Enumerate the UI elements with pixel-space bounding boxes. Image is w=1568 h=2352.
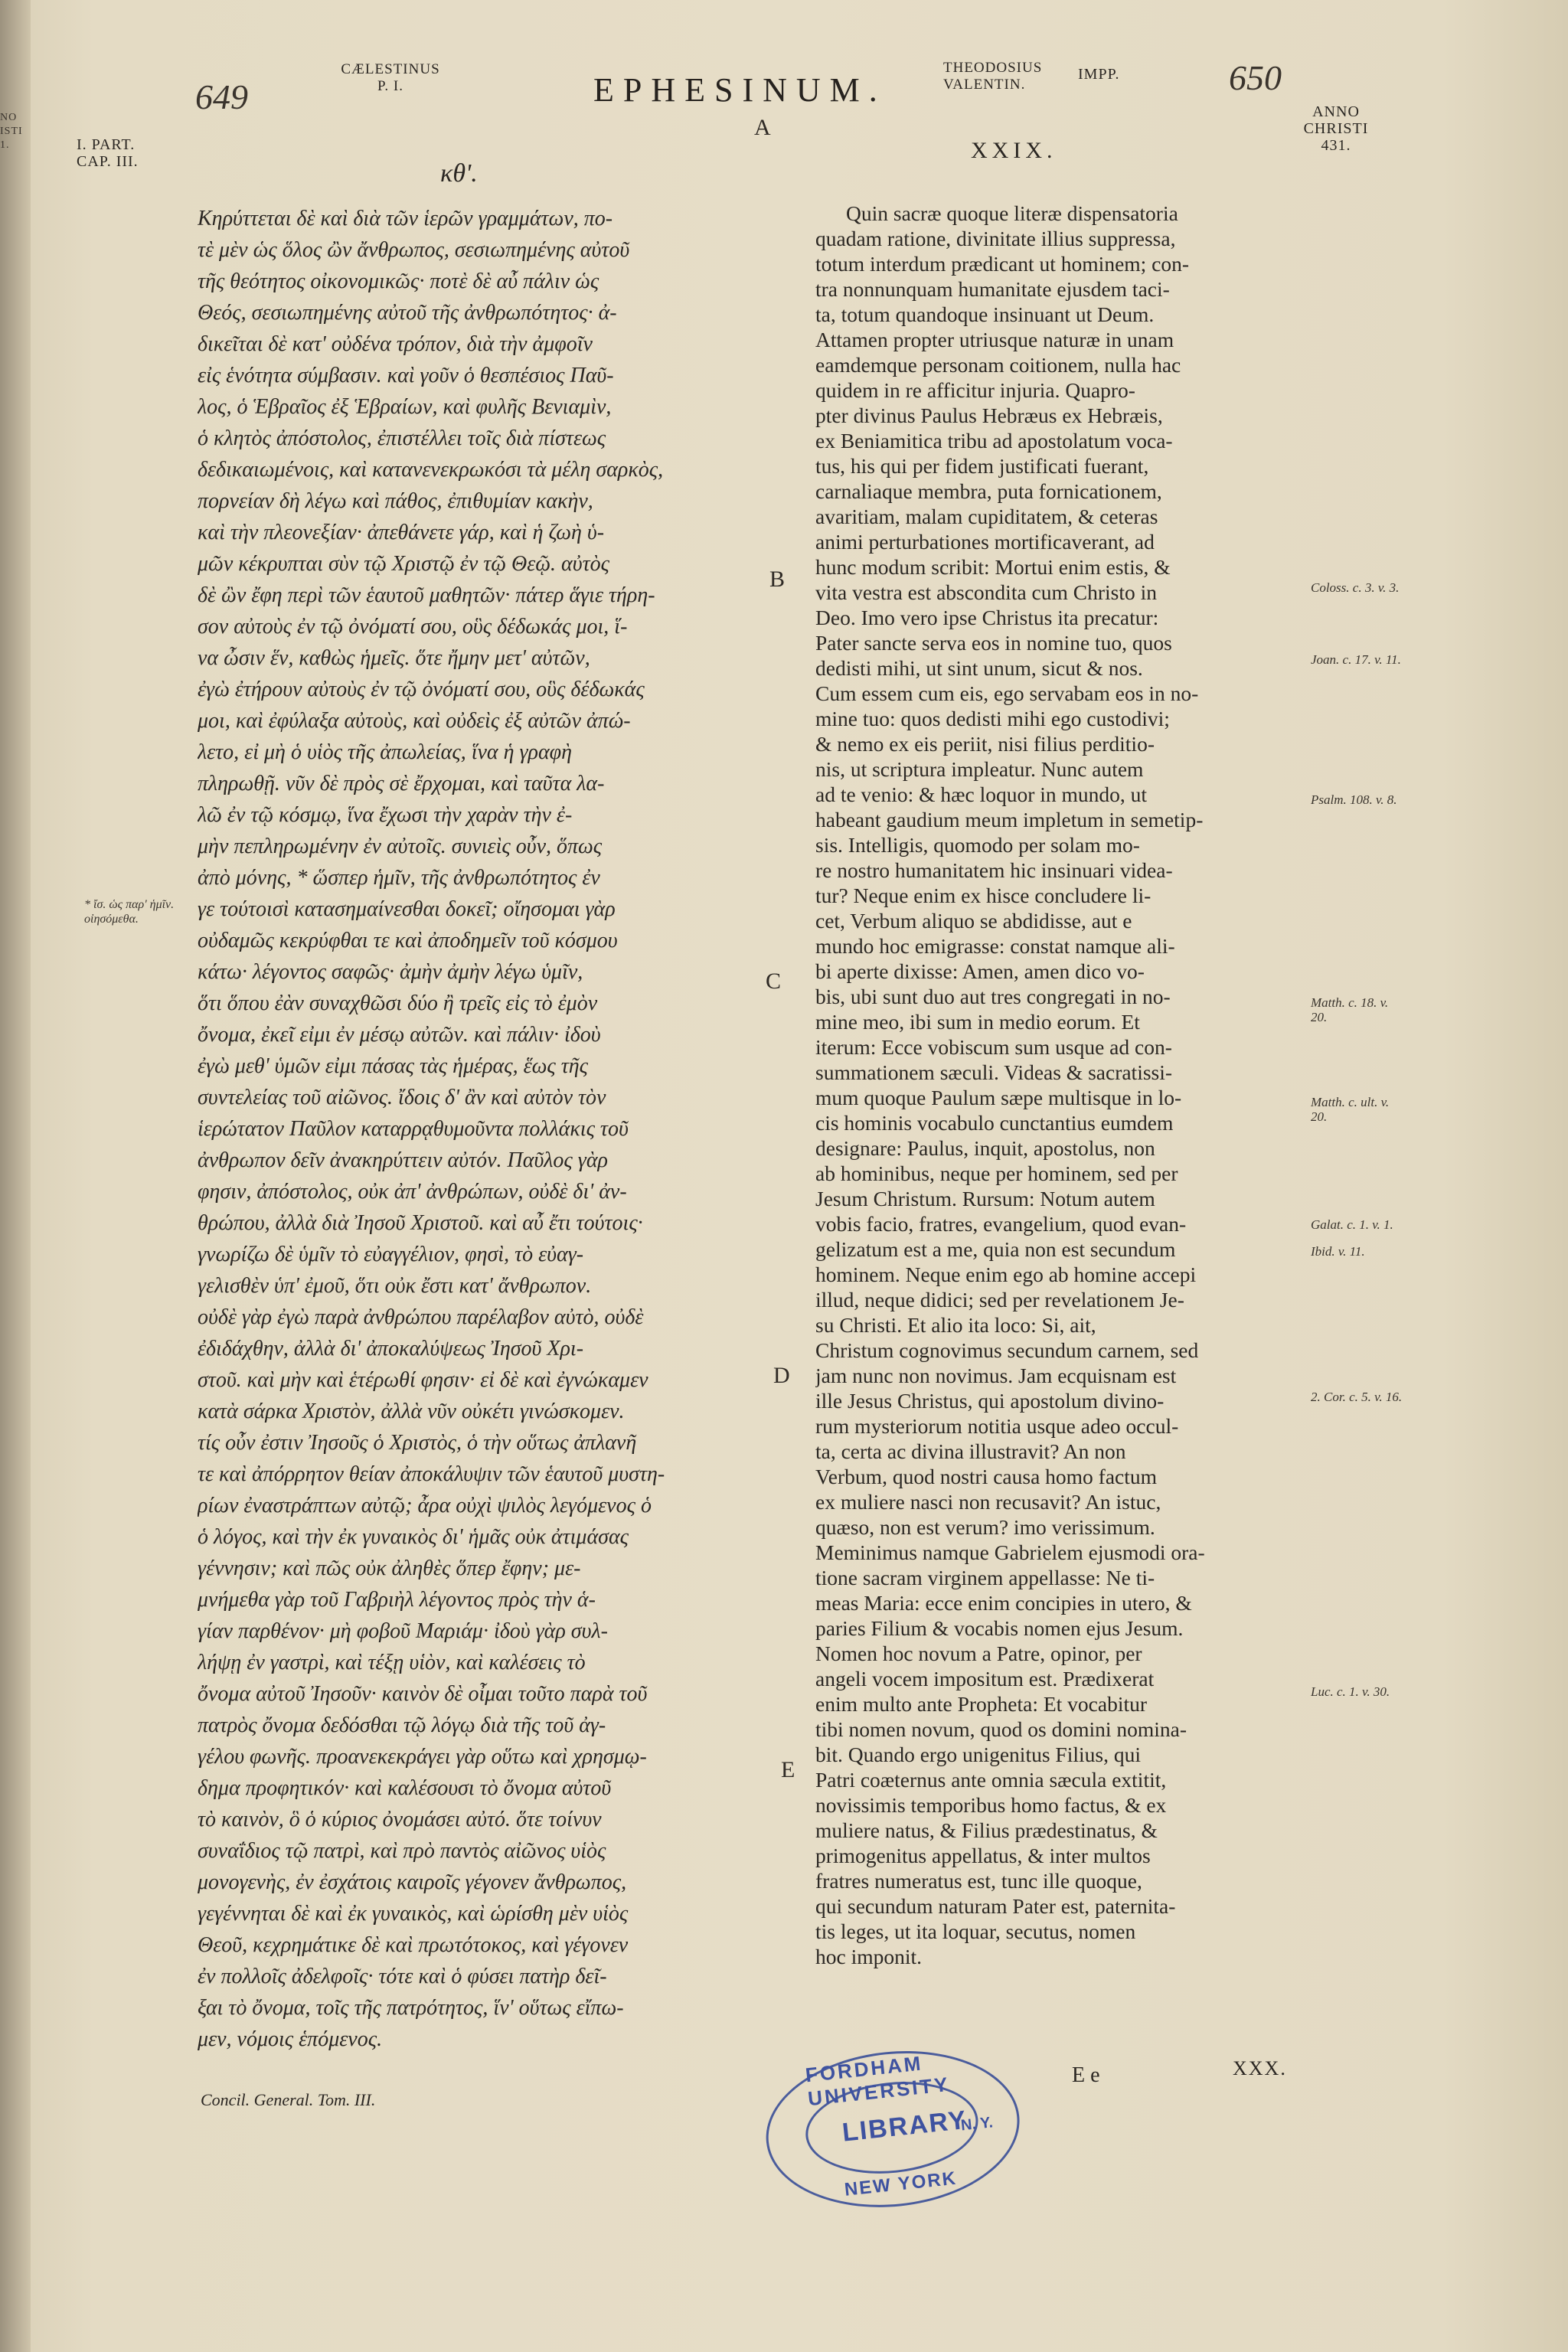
- latin-text-line: ad te venio: & hæc loquor in mundo, ut: [815, 782, 1148, 806]
- edge-sidenote: [0, 111, 21, 152]
- greek-text-line: πληρωθῇ. νῦν δὲ πρὸς σὲ ἔρχομαι, καὶ ταῦτα λα-: [198, 772, 605, 795]
- greek-text-line: ἀνθρωπον δεῖν ἀνακηρύττειν αὐτόν. Παῦλος γὰρ: [198, 1148, 608, 1172]
- latin-text-line: jam nunc non novimus. Jam ecquisnam est: [815, 1364, 1177, 1387]
- greek-text-line: δικεῖται δὲ κατ' οὐδένα τρόπον, διὰ τὴν ἀμφοῖν: [198, 332, 593, 356]
- greek-text-line: ὁ λόγος, καὶ τὴν ἐκ γυναικὸς δι' ἡμᾶς οὐκ ἀτιμάσας: [198, 1525, 629, 1549]
- latin-text-line: Pater sancte serva eos in nomine tuo, quos: [815, 631, 1172, 655]
- latin-text-line: iterum: Ecce vobiscum sum usque ad con-: [815, 1035, 1172, 1059]
- edge-line: NO: [0, 112, 18, 123]
- latin-text-line: hoc imponit.: [815, 1945, 923, 1968]
- greek-text-line: γελισθὲν ὑπ' ἐμοῦ, ὅτι οὐκ ἔστι κατ' ἄνθρωπον.: [198, 1274, 592, 1298]
- library-stamp: [758, 2039, 1025, 2217]
- emperor-line: VALENTIN.: [943, 77, 1026, 93]
- pope-line: P. I.: [377, 78, 404, 94]
- latin-text-line: su Christi. Et alio ita loco: Si, ait,: [815, 1313, 1096, 1337]
- margin-reference: Coloss. c. 3. v. 3.: [1311, 580, 1400, 595]
- latin-text-line: fratres numeratus est, tunc ille quoque,: [815, 1869, 1142, 1893]
- margin-reference: Matth. c. ult. v. 20.: [1311, 1095, 1390, 1124]
- section-marker-e: E: [781, 1757, 795, 1782]
- greek-text-line: πατρὸς ὄνομα δεδόσθαι τῷ λόγῳ διὰ τῆς τοῦ ἀγ-: [198, 1713, 606, 1737]
- latin-text-line: meas Maria: ecce enim concipies in utero, &: [815, 1591, 1192, 1615]
- greek-text-line: λήψῃ ἐν γαστρὶ, καὶ τέξῃ υἱὸν, καὶ καλέσεις τὸ: [198, 1651, 586, 1674]
- greek-text-line: τὲ μὲν ὡς ὅλος ὢν ἄνθρωπος, σεσιωπημένης αὐτοῦ: [198, 238, 630, 262]
- latin-text-line: designare: Paulus, inquit, apostolus, non: [815, 1136, 1155, 1160]
- greek-text-line: δὲ ὢν ἔφη περὶ τῶν ἑαυτοῦ μαθητῶν· πάτερ ἅγιε τήρη-: [198, 583, 655, 607]
- greek-text-line: μεν, νόμοις ἑπόμενος.: [198, 2027, 383, 2051]
- greek-text-line: τῆς θεότητος οἰκονομικῶς· ποτὲ δὲ αὖ πάλιν ὡς: [198, 270, 599, 293]
- latin-text-line: bi aperte dixisse: Amen, amen dico vo-: [815, 959, 1145, 983]
- edge-line: 1.: [0, 139, 10, 151]
- greek-text-line: ἐν πολλοῖς ἀδελφοῖς· τότε καὶ ὁ φύσει πατὴρ δεῖ-: [198, 1965, 607, 1988]
- latin-text-line: Meminimus namque Gabrielem ejusmodi ora-: [815, 1540, 1205, 1564]
- greek-text-line: οὐδὲ γὰρ ἐγὼ παρὰ ἀνθρώπου παρέλαβον αὐτὸ, οὐδὲ: [198, 1305, 644, 1329]
- latin-text-line: hunc modum scribit: Mortui enim estis, &: [815, 555, 1171, 579]
- latin-text-line: primogenitus appellatus, & inter multos: [815, 1844, 1151, 1867]
- latin-text-line: vita vestra est abscondita cum Christo in: [815, 580, 1158, 604]
- greek-text-line: Θεός, σεσιωπημένης αὐτοῦ τῆς ἀνθρωπότητος· ἀ-: [198, 301, 617, 325]
- latin-text-line: Patri coæternus ante omnia sæcula extitit,: [815, 1768, 1167, 1792]
- signature-mark: E e: [1072, 2063, 1100, 2087]
- latin-text-line: Verbum, quod nostri causa homo factum: [815, 1465, 1158, 1488]
- page-title: EPHESINUM.: [593, 71, 887, 109]
- greek-text-line: στοῦ. καὶ μὴν καὶ ἑτέρωθί φησιν· εἰ δὲ καὶ ἐγνώκαμεν: [198, 1368, 648, 1392]
- greek-text-line: εἰς ἑνότητα σύμβασιν. καὶ γοῦν ὁ θεσπέσιος Παῦ-: [198, 364, 614, 387]
- latin-text-line: dedisti mihi, ut sint unum, sicut & nos.: [815, 656, 1143, 680]
- emperor-names: [943, 60, 1073, 93]
- latin-text-line: ta, certa ac divina illustravit? An non: [815, 1439, 1126, 1463]
- latin-text-line: avaritiam, malam cupiditatem, & ceteras: [815, 505, 1158, 528]
- latin-text-line: pter divinus Paulus Hebræus ex Hebræis,: [815, 403, 1163, 427]
- section-marker-b: B: [769, 567, 786, 592]
- latin-text-line: mundo hoc emigrasse: constat namque ali-: [815, 934, 1175, 958]
- greek-text-line: τὸ καινὸν, ὃ ὁ κύριος ὀνομάσει αὐτό. ὅτε τοίνυν: [198, 1808, 602, 1831]
- latin-text-line: Jesum Christum. Rursum: Notum autem: [815, 1187, 1155, 1210]
- latin-text-line: animi perturbationes mortificaverant, ad: [815, 530, 1155, 554]
- latin-text-line: muliere natus, & Filius prædestinatus, &: [815, 1818, 1158, 1842]
- latin-text-line: tus, his qui per fidem justificati fuerant,: [815, 454, 1149, 478]
- latin-text-line: quæso, non est verum? imo verissimum.: [815, 1515, 1155, 1539]
- greek-section-heading: κθ'.: [440, 159, 478, 188]
- greek-text-line: ρίων ἐναστράπτων αὐτῷ; ἆρα οὐχὶ ψιλὸς λεγόμενος ὁ: [198, 1494, 652, 1517]
- section-marker-a: A: [754, 115, 771, 140]
- emperor-line: THEODOSIUS: [943, 60, 1043, 76]
- impp-label: IMPP.: [1078, 66, 1120, 83]
- greek-text-column: [198, 203, 768, 2055]
- greek-text-line: γέλου φωνῆς. προανεκεκράγει γὰρ οὕτω καὶ χρησμῳ-: [198, 1745, 647, 1769]
- greek-text-line: καὶ τὴν πλεονεξίαν· ἀπεθάνετε γάρ, καὶ ἡ ζωὴ ὑ-: [198, 521, 605, 544]
- greek-text-line: συναΐδιος τῷ πατρὶ, καὶ πρὸ παντὸς αἰῶνος υἱὸς: [198, 1839, 606, 1863]
- greek-text-line: λετο, εἰ μὴ ὁ υἱὸς τῆς ἀπωλείας, ἵνα ἡ γραφὴ: [198, 740, 573, 764]
- greek-text-line: να ὦσιν ἕν, καθὼς ἡμεῖς. ὅτε ἤμην μετ' αὐτῶν,: [198, 646, 590, 670]
- greek-text-line: ὅτι ὅπου ἐὰν συναχθῶσι δύο ἢ τρεῖς εἰς τὸ ἐμὸν: [198, 991, 598, 1015]
- latin-text-line: novissimis temporibus homo factus, & ex: [815, 1793, 1167, 1817]
- margin-reference: Luc. c. 1. v. 30.: [1311, 1684, 1390, 1699]
- latin-text-line: totum interdum prædicant ut hominem; con-: [815, 252, 1190, 276]
- latin-text-line: Attamen propter utriusque naturæ in unam: [815, 328, 1174, 351]
- latin-text-line: bis, ubi sunt duo aut tres congregati in no-: [815, 985, 1171, 1008]
- greek-text-line: δεδικαιωμένοις, καὶ κατανενεκρωκόσι τὰ μέλη σαρκὸς,: [198, 458, 664, 482]
- latin-text-line: re nostro humanitatem hic insinuari videa-: [815, 858, 1173, 882]
- greek-text-line: συντελείας τοῦ αἰῶνος. ἴδοις δ' ἂν καὶ αὐτὸν τὸν: [198, 1086, 606, 1109]
- part-chapter-note: [77, 136, 184, 170]
- latin-text-line: angeli vocem impositum est. Prædixerat: [815, 1667, 1155, 1690]
- stamp-state: N. Y.: [959, 2114, 994, 2135]
- latin-text-line: tis leges, ut ita loquar, secutus, nomen: [815, 1919, 1136, 1943]
- latin-text-line: & nemo ex eis periit, nisi filius perditio-: [815, 732, 1155, 756]
- latin-text-line: tur? Neque enim ex hisce concludere li-: [815, 884, 1152, 907]
- edge-line: ISTI: [0, 126, 23, 137]
- page-number-right: 650: [1229, 58, 1282, 97]
- latin-text-line: carnaliaque membra, puta fornicationem,: [815, 479, 1162, 503]
- latin-text-line: ta, totum quandoque insinuant ut Deum.: [815, 302, 1155, 326]
- greek-text-line: μνήμεθα γὰρ τοῦ Γαβριὴλ λέγοντος πρὸς τὴν ἁ-: [198, 1588, 596, 1612]
- latin-text-line: Christum cognovimus secundum carnem, sed: [815, 1338, 1199, 1362]
- greek-text-line: φησιν, ἀπόστολος, οὐκ ἀπ' ἀνθρώπων, οὐδὲ δι' ἀν-: [198, 1180, 627, 1204]
- latin-text-line: tione sacram virginem appellasse: Ne ti-: [815, 1566, 1155, 1589]
- greek-text-line: ὁ κλητὸς ἀπόστολος, ἐπιστέλλει τοῖς διὰ πίστεως: [198, 426, 606, 450]
- page-number-left: 649: [195, 77, 248, 116]
- greek-text-line: ὄνομα, ἐκεῖ εἰμι ἐν μέσῳ αὐτῶν. καὶ πάλιν· ἰδοὺ: [198, 1023, 601, 1047]
- latin-text-line: mine tuo: quos dedisti mihi ego custodivi;: [815, 707, 1170, 730]
- greek-text-line: τε καὶ ἀπόρρητον θείαν ἀποκάλυψιν τῶν ἑαυτοῦ μυστη-: [198, 1462, 665, 1486]
- latin-text-line: Quin sacræ quoque literæ dispensatoria: [846, 201, 1178, 225]
- margin-reference: Ibid. v. 11.: [1311, 1244, 1365, 1259]
- greek-text-line: ἐγὼ μεθ' ὑμῶν εἰμι πάσας τὰς ἡμέρας, ἕως τῆς: [198, 1054, 589, 1078]
- margin-reference: Psalm. 108. v. 8.: [1311, 792, 1397, 807]
- section-marker-c: C: [766, 969, 782, 994]
- latin-text-line: Nomen hoc novum a Patre, opinor, per: [815, 1642, 1142, 1665]
- latin-text-line: cis hominis vocabulo cunctantius eumdem: [815, 1111, 1174, 1135]
- greek-text-line: μονογενὴς, ἐν ἐσχάτοις καιροῖς γέγονεν ἄνθρωπος,: [198, 1870, 627, 1894]
- greek-text-line: πορνείαν δὴ λέγω καὶ πάθος, ἐπιθυμίαν κακὴν,: [198, 489, 593, 513]
- greek-text-line: οὐδαμῶς κεκρύφθαι τε καὶ ἀποδημεῖν τοῦ κόσμου: [198, 929, 618, 952]
- greek-text-line: γεγέννηται δὲ καὶ ἐκ γυναικὸς, καὶ ὡρίσθη μὲν υἱὸς: [198, 1902, 629, 1926]
- greek-text-line: μῶν κέκρυπται σὺν τῷ Χριστῷ ἐν τῷ Θεῷ. αὐτὸς: [198, 552, 609, 576]
- greek-text-line: τίς οὖν ἐστιν Ἰησοῦς ὁ Χριστὸς, ὁ τὴν οὕτως ἀπλανῆ: [198, 1431, 637, 1455]
- greek-text-line: μοι, καὶ ἐφύλαξα αὐτοὺς, καὶ οὐδεὶς ἐξ αὐτῶν ἀπώ-: [198, 709, 631, 733]
- latin-text-line: tra nonnunquam humanitate ejusdem taci-: [815, 277, 1170, 301]
- latin-text-line: hominem. Neque enim ego ab homine accepi: [815, 1263, 1197, 1286]
- christi-label: CHRISTI: [1303, 120, 1369, 137]
- greek-text-line: ἀπὸ μόνης, * ὥσπερ ἡμῖν, τῆς ἀνθρωπότητος ἐν: [198, 866, 600, 890]
- greek-text-line: μὴν πεπληρωμένην ἐν αὐτοῖς. συνιεὶς οὖν, ὅπως: [198, 835, 603, 858]
- greek-text-line: ἱερώτατον Παῦλον καταρρᾳθυμοῦντα πολλάκις τοῦ: [198, 1117, 629, 1141]
- latin-text-line: mine meo, ibi sum in medio eorum. Et: [815, 1010, 1140, 1034]
- greek-text-line: γε τούτοισὶ κατασημαίνεσθαι δοκεῖ; οἴησομαι γὰρ: [198, 897, 616, 921]
- latin-text-line: habeant gaudium meum impletum in semetip-: [815, 808, 1204, 831]
- greek-text-line: κάτω· λέγοντος σαφῶς· ἀμὴν ἀμὴν λέγω ὑμῖν,: [198, 960, 583, 984]
- latin-text-line: quidem in re afficitur injuria. Quapro-: [815, 378, 1135, 402]
- greek-text-line: λος, ὁ Ἑβραῖος ἐξ Ἑβραίων, καὶ φυλῆς Βενιαμὶν,: [198, 395, 612, 419]
- stamp-library: LIBRARY: [841, 2105, 969, 2148]
- latin-text-line: Cum essem cum eis, ego servabam eos in no-: [815, 681, 1199, 705]
- latin-text-line: ex muliere nasci non recusavit? An istuc,: [815, 1490, 1161, 1514]
- latin-text-line: bit. Quando ergo unigenitus Filius, qui: [815, 1743, 1141, 1766]
- margin-reference: 2. Cor. c. 5. v. 16.: [1311, 1390, 1403, 1404]
- catchword: XXX.: [1233, 2057, 1287, 2079]
- greek-text-line: θρώπου, ἀλλὰ διὰ Ἰησοῦ Χριστοῦ. καὶ αὖ ἔτι τούτοις·: [198, 1211, 643, 1235]
- latin-text-line: eamdemque personam coitionem, nulla hac: [815, 353, 1181, 377]
- latin-text-line: paries Filium & vocabis nomen ejus Jesum.: [815, 1616, 1184, 1640]
- greek-text-line: γέννησιν; καὶ πῶς οὐκ ἀληθὲς ὅπερ ἔφην; με-: [198, 1557, 581, 1580]
- greek-text-line: ἐγὼ ἐτήρουν αὐτοὺς ἐν τῷ ὀνόματί σου, οὓς δέδωκάς: [198, 678, 645, 701]
- greek-text-line: ξαι τὸ ὄνομα, τοῖς τῆς πατρότητος, ἵν' οὕτως εἴπω-: [198, 1996, 624, 2020]
- latin-text-line: ille Jesus Christus, qui apostolum divino-: [815, 1389, 1165, 1413]
- greek-text-line: κατὰ σάρκα Χριστὸν, ἀλλὰ νῦν οὐκέτι γινώσκομεν.: [198, 1400, 625, 1423]
- latin-text-line: sis. Intelligis, quomodo per solam mo-: [815, 833, 1140, 857]
- latin-text-line: summationem sæculi. Videas & sacratissi-: [815, 1060, 1173, 1084]
- latin-text-line: ab hominibus, neque per hominem, sed per: [815, 1161, 1178, 1185]
- latin-text-line: qui secundum naturam Pater est, paternita-: [815, 1894, 1176, 1918]
- greek-text-line: γνωρίζω δὲ ὑμῖν τὸ εὐαγγέλιον, φησὶ, τὸ εὐαγ-: [198, 1243, 584, 1266]
- part-label: I. PART.: [77, 136, 136, 153]
- margin-reference: Joan. c. 17. v. 11.: [1311, 652, 1401, 667]
- pope-line: CÆLESTINUS: [341, 61, 440, 77]
- greek-text-line: λῶ ἐν τῷ κόσμῳ, ἵνα ἔχωσι τὴν χαρὰν τὴν ἐ-: [198, 803, 573, 827]
- greek-text-line: ὄνομα αὐτοῦ Ἰησοῦν· καινὸν δὲ οἶμαι τοῦτο παρὰ τοῦ: [198, 1682, 648, 1706]
- latin-text-line: cet, Verbum aliquo se abdidisse, aut e: [815, 909, 1132, 933]
- latin-text-line: vobis facio, fratres, evangelium, quod evan-: [815, 1212, 1187, 1236]
- latin-text-line: illud, neque didici; sed per revelationem Je-: [815, 1288, 1184, 1312]
- greek-text-line: Κηρύττεται δὲ καὶ διὰ τῶν ἱερῶν γραμμάτων, πο-: [198, 207, 613, 230]
- margin-reference: Matth. c. 18. v. 20.: [1311, 995, 1389, 1024]
- greek-text-line: γίαν παρθένον· μὴ φοβοῦ Μαριάμ· ἰδοὺ γὰρ συλ-: [198, 1619, 608, 1643]
- section-marker-d: D: [773, 1363, 790, 1388]
- latin-text-line: gelizatum est a me, quia non est secundum: [815, 1237, 1176, 1261]
- latin-text-line: tibi nomen novum, quod os domini nomina-: [815, 1717, 1187, 1741]
- latin-text-line: nis, ut scriptura impleatur. Nunc autem: [815, 757, 1144, 781]
- latin-text-line: mum quoque Paulum sæpe multisque in lo-: [815, 1086, 1182, 1109]
- greek-text-line: Θεοῦ, κεχρημάτικε δὲ καὶ πρωτότοκος, καὶ γέγονεν: [198, 1933, 629, 1957]
- anno-label: ANNO: [1312, 103, 1360, 120]
- greek-text-line: ἐδιδάχθην, ἀλλὰ δι' ἀποκαλύψεως Ἰησοῦ Χρι-: [198, 1337, 584, 1361]
- pope-name: [333, 61, 448, 95]
- greek-text-line: δημα προφητικόν· καὶ καλέσουσι τὸ ὄνομα αὐτοῦ: [198, 1776, 612, 1800]
- year-label: 431.: [1321, 137, 1351, 154]
- latin-section-heading: XXIX.: [971, 138, 1057, 163]
- year-note: [1271, 103, 1401, 154]
- book-spine-edge: [0, 0, 31, 2352]
- latin-text-column: [815, 201, 1282, 1969]
- greek-margin-note: [84, 897, 191, 926]
- stamp-university: FORDHAM UNIVERSITY: [804, 2051, 951, 2111]
- margin-note-line: * ἴσ. ὡς παρ' ἡμῖν.: [84, 898, 175, 911]
- greek-text-line: σον αὐτοὺς ἐν τῷ ὀνόματί σου, οὓς δέδωκάς μοι, ἵ-: [198, 615, 628, 639]
- chapter-label: CAP. III.: [77, 153, 139, 170]
- latin-text-line: Deo. Imo vero ipse Christus ita precatur:: [815, 606, 1159, 629]
- latin-text-line: enim multo ante Propheta: Et vocabitur: [815, 1692, 1148, 1716]
- stamp-city: NEW YORK: [843, 2167, 959, 2200]
- margin-note-line: οἰησόμεθα.: [84, 913, 139, 926]
- latin-text-line: rum mysteriorum notitia usque adeo occul-: [815, 1414, 1179, 1438]
- latin-text-line: ex Beniamitica tribu ad apostolatum voca-: [815, 429, 1173, 452]
- latin-text-line: quadam ratione, divinitate illius suppressa,: [815, 227, 1176, 250]
- margin-reference: Galat. c. 1. v. 1.: [1311, 1217, 1393, 1232]
- volume-footnote: Concil. General. Tom. III.: [201, 2090, 376, 2109]
